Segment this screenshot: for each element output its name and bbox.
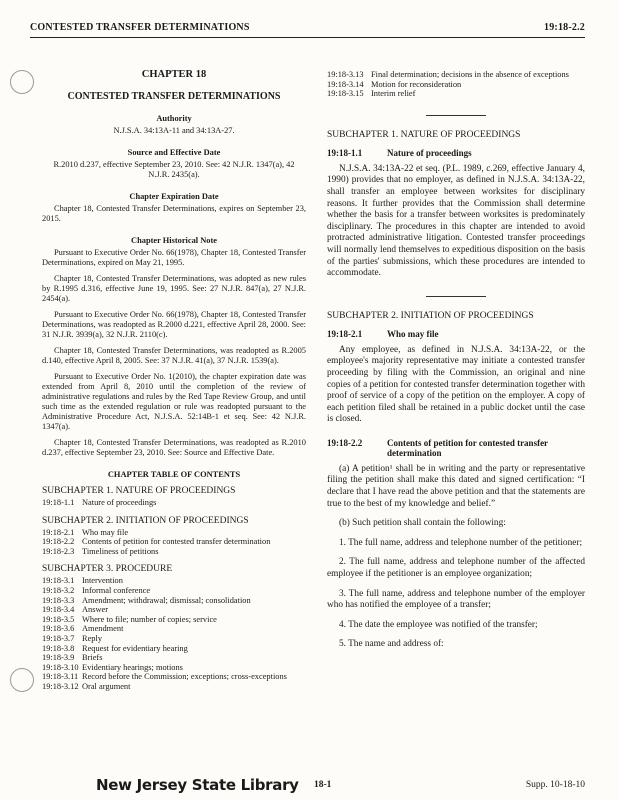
toc-entry[interactable]: 19:18-3.15 Interim relief xyxy=(327,89,416,99)
section-heading: 19:18-2.1 Who may file xyxy=(327,328,439,339)
punch-hole xyxy=(10,668,34,692)
toc-entry[interactable]: 19:18-3.7 Reply xyxy=(42,633,103,643)
toc-heading: CHAPTER TABLE OF CONTENTS xyxy=(107,470,241,479)
section-text: N.J.S.A. 34:13A-22 et seq. (P.L. 1989, c.269, effective January 4, 1990) provides that no employer, as defined in N.J.S.A. 34:13A-22, shall transfer an employee between worksites for disciplinary reasons. It further provides that the Commission shall determine whether the basis for a transfer between worksites is predominately disciplinary. The procedures in this chapter are intended to avoid protracted administrative litigation. Contested transfer proceedings will normally lend themselves to expeditious disposition on the basis of the parties' submissions, which these procedures are intended to accommodate. xyxy=(327,163,585,279)
header-rule xyxy=(30,37,585,38)
expiration-text: Chapter 18, Contested Transfer Determinations, expires on September 23, 2015. xyxy=(42,204,306,223)
running-header xyxy=(30,22,585,33)
toc-entry[interactable]: 19:18-3.10 Evidentiary hearings; motions xyxy=(42,662,183,672)
source-heading: Source and Effective Date xyxy=(127,148,221,157)
library-stamp: New Jersey State Library xyxy=(96,776,299,794)
subchapter-heading: SUBCHAPTER 1. NATURE OF PROCEEDINGS xyxy=(327,129,521,140)
list-item: 3. The full name, address and telephone number of the employer who has notified the employee of a transfer; xyxy=(327,588,585,611)
punch-hole xyxy=(10,70,34,94)
left-column xyxy=(42,70,306,692)
list-item: 2. The full name, address and telephone number of the affected employee if the petitioner is an employee organization; xyxy=(327,557,585,580)
section-divider xyxy=(426,115,486,116)
history-paragraph: Chapter 18, Contested Transfer Determinations, was adopted as new rules by R.1995 d.316, effective June 19, 1995. See: 27 N.J.R. 847(a), 27 N.J.R. 2454(a). xyxy=(42,274,306,303)
list-item: 5. The name and address of: xyxy=(339,639,444,650)
toc-subchapter: SUBCHAPTER 3. PROCEDURE xyxy=(42,564,173,575)
historical-note-heading: Chapter Historical Note xyxy=(131,236,217,245)
toc-entry[interactable]: 19:18-3.2 Informal conference xyxy=(42,585,151,595)
toc-entry[interactable]: 19:18-3.4 Answer xyxy=(42,605,109,615)
list-item: 4. The date the employee was notified of the transfer; xyxy=(339,619,538,630)
header-title: CONTESTED TRANSFER DETERMINATIONS xyxy=(30,22,250,33)
toc-entry[interactable]: 19:18-3.1 Intervention xyxy=(42,576,123,586)
history-paragraph: Pursuant to Executive Order No. 1(2010), the chapter expiration date was extended from April 8, 2010 until the completion of the review of administrative regulations and rules by the Red Tape Review Group, and until such time as the extended regulation or rule was readopted pursuant to the Administrative Procedure Act, N.J.S.A. 52:14B-1 et seq. See: 42 N.J.R. 1347(a). xyxy=(42,372,306,431)
page-number: 18-1 xyxy=(314,780,332,790)
source-text: R.2010 d.237, effective September 23, 2010. See: 42 N.J.R. 1347(a), 42 N.J.R. 2435(a). xyxy=(53,160,295,179)
chapter-title: CONTESTED TRANSFER DETERMINATIONS xyxy=(67,91,281,102)
history-paragraph: Pursuant to Executive Order No. 66(1978), Chapter 18, Contested Transfer Determinations, expired on May 21, 1995. xyxy=(42,248,306,267)
supplement-date: Supp. 10-18-10 xyxy=(525,780,585,790)
toc-entry[interactable]: 19:18-3.5 Where to file; number of copies; service xyxy=(42,614,217,624)
authority-heading: Authority xyxy=(156,114,192,123)
toc-entry[interactable]: 19:18-3.6 Amendment xyxy=(42,624,124,634)
authority-text: N.J.S.A. 34:13A-11 and 34:13A-27. xyxy=(113,126,235,135)
section-heading: 19:18-2.2 Contents of petition for contested transfer determination xyxy=(327,437,548,458)
toc-entry[interactable]: 19:18-3.13 Final determination; decisions in the absence of exceptions xyxy=(327,70,569,79)
toc-entry[interactable]: 19:18-3.9 Briefs xyxy=(42,653,103,663)
toc-entry[interactable]: 19:18-3.11 Record before the Commission; exceptions; cross-exceptions xyxy=(42,672,287,682)
toc-entry[interactable]: 19:18-1.1 Nature of proceedings xyxy=(42,498,157,507)
toc-continued xyxy=(327,70,585,99)
table-of-contents xyxy=(42,486,306,692)
subchapter-heading: SUBCHAPTER 2. INITIATION OF PROCEEDINGS xyxy=(327,310,534,321)
list-item: 1. The full name, address and telephone number of the petitioner; xyxy=(339,537,583,548)
toc-entry[interactable]: 19:18-3.14 Motion for reconsideration xyxy=(327,79,462,89)
toc-entry[interactable]: 19:18-3.3 Amendment; withdrawal; dismissal; consolidation xyxy=(42,595,251,605)
toc-subchapter: SUBCHAPTER 2. INITIATION OF PROCEEDINGS xyxy=(42,515,249,526)
toc-entry[interactable]: 19:18-2.2 Contents of petition for contested transfer determination xyxy=(42,537,271,547)
toc-entry[interactable]: 19:18-2.1 Who may file xyxy=(42,527,129,537)
toc-entry[interactable]: 19:18-3.12 Oral argument xyxy=(42,681,131,691)
section-text: Any employee, as defined in N.J.S.A. 34:13A-22, or the employee's majority representative may initiate a contested transfer proceeding by filing with the Commission, an original and nine copies of a petition for contested transfer determination together with proof of service of a copy of the petition on the employer. A copy of each petition filed shall be retained in a public docket until the case is closed. xyxy=(327,344,585,425)
chapter-number: CHAPTER 18 xyxy=(141,69,207,80)
toc-entry[interactable]: 19:18-2.3 Timeliness of petitions xyxy=(42,546,159,556)
section-text: (b) Such petition shall contain the following: xyxy=(339,518,506,529)
header-section: 19:18-2.2 xyxy=(544,22,585,33)
history-paragraph: Pursuant to Executive Order No. 66(1978), Chapter 18, Contested Transfer Determinations, was readopted as R.2000 d.221, effective April 28, 2000. See: 31 N.J.R. 3939(a), 32 N.J.R. 2110(c). xyxy=(42,310,306,339)
right-column xyxy=(327,70,585,659)
toc-entry[interactable]: 19:18-3.8 Request for evidentiary hearing xyxy=(42,643,188,653)
section-heading: 19:18-1.1 Nature of proceedings xyxy=(327,147,472,158)
section-text: (a) A petition¹ shall be in writing and the party or representative filing the petition shall make this dated and signed certification: “I declare that I have read the above petition and that the statements are true to the best of my knowledge and belief.” xyxy=(327,463,585,509)
toc-subchapter: SUBCHAPTER 1. NATURE OF PROCEEDINGS xyxy=(42,486,236,496)
section-divider xyxy=(426,296,486,297)
history-paragraph: Chapter 18, Contested Transfer Determinations, was readopted as R.2010 d.237, effective September 23, 2010. See: Source and Effective Date. xyxy=(42,438,306,457)
historical-note xyxy=(42,248,306,458)
expiration-heading: Chapter Expiration Date xyxy=(129,192,219,201)
history-paragraph: Chapter 18, Contested Transfer Determinations, was readopted as R.2005 d.140, effective April 8, 2005. See: 37 N.J.R. 41(a), 37 N.J.R. 1539(a). xyxy=(42,346,306,365)
